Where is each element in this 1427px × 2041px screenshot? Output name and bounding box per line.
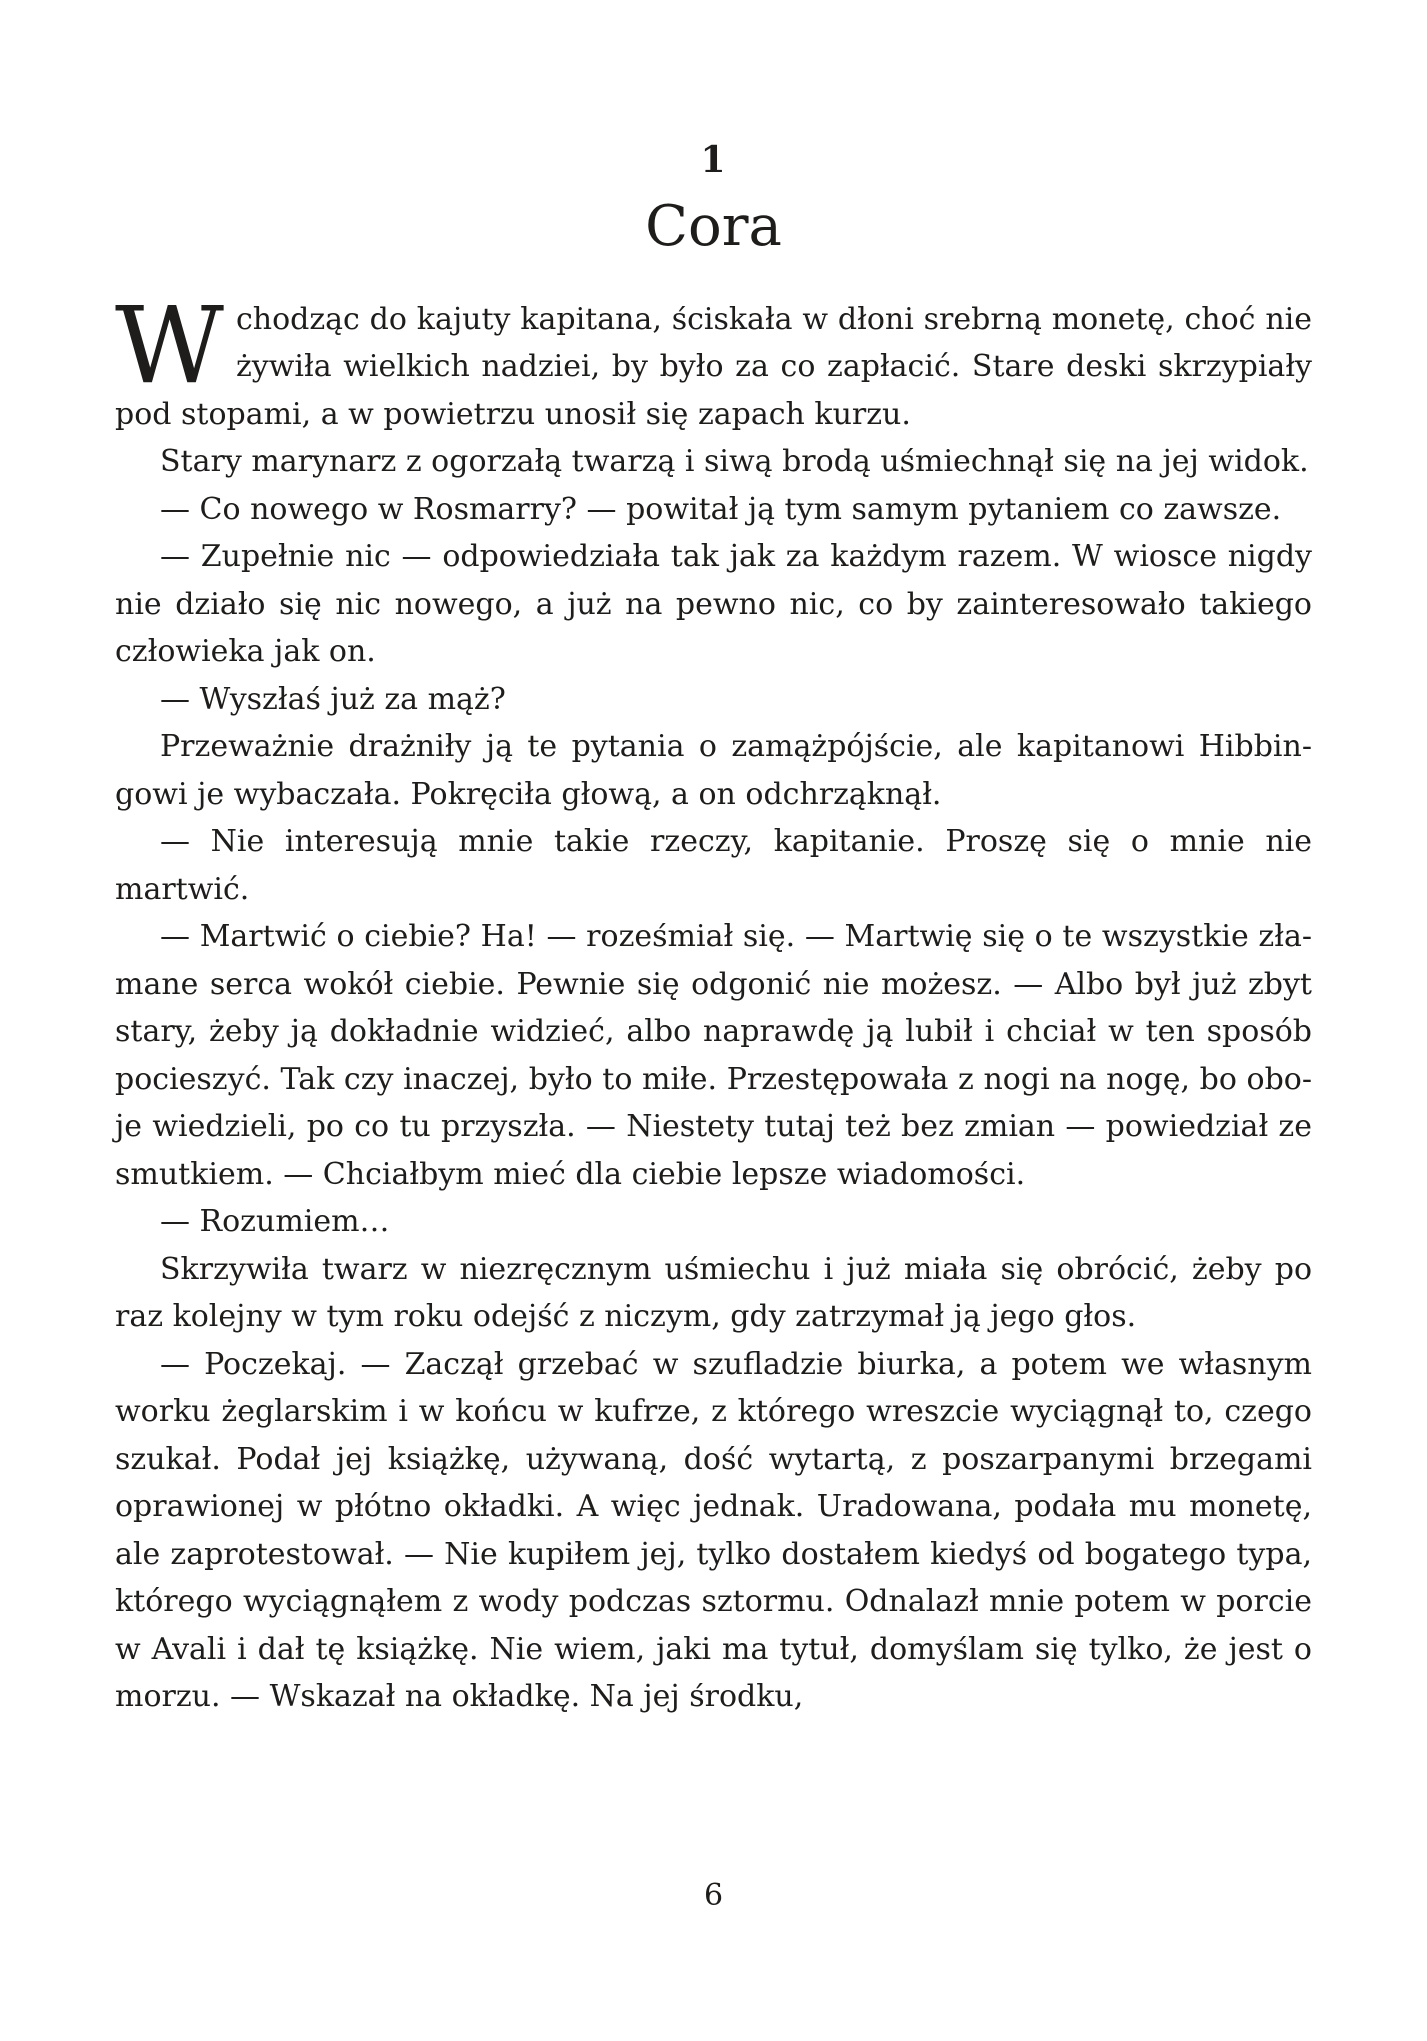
paragraph: — Co nowego w Rosmarry? — powitał ją tym samym pytaniem co zawsze.	[160, 491, 1282, 527]
paragraph: — Martwić o ciebie? Ha! — roześmiał się. — Martwię się o te wszystkie złamane serca wokół ciebie. Pewnie się odgonić nie możesz. — Albo był już zbyt stary, żeby ją dokładnie widzieć, albo naprawdę ją lubił i chciał w ten sposób pocieszyć. Tak czy inaczej, było to miłe. Przestępowała z nogi na nogę, bo oboje wiedzieli, po co tu przyszła. — Niestety tutaj też bez zmian — powiedział ze smutkiem. — Chciałbym mieć dla ciebie lepsze wiadomości.	[115, 919, 1312, 1192]
chapter-body	[115, 283, 1312, 1721]
paragraph: Stary marynarz z ogorzałą twarzą i siwą brodą uśmiechnął się na jej widok.	[160, 444, 1309, 480]
text-column	[115, 0, 1312, 1721]
paragraph: — Rozumiem…	[160, 1204, 390, 1240]
chapter-title: Cora	[645, 194, 782, 259]
page-number: 6	[703, 1878, 724, 1913]
paragraph-text: chodząc do kajuty kapitana, ściskała w dłoni srebrną monetę, choć nie żywiła wielkich nadziei, by było za co zapłacić. Stare deski skrzypiały pod stopami, a w powietrzu unosił się zapach kurzu.	[115, 301, 1312, 432]
paragraph: — Nie interesują mnie takie rzeczy, kapitanie. Proszę się o mnie nie martwić.	[115, 824, 1312, 907]
chapter-number: 1	[700, 139, 727, 181]
paragraph: — Wyszłaś już za mąż?	[160, 681, 506, 717]
paragraph: Przeważnie drażniły ją te pytania o zamążpójście, ale kapitanowi Hibbingowi je wybaczała. Pokręciła głową, a on odchrząknął.	[115, 729, 1312, 812]
paragraph: Skrzywiła twarz w niezręcznym uśmiechu i już miała się obrócić, żeby po raz kolejny w tym roku odejść z niczym, gdy zatrzymał ją jego głos.	[115, 1251, 1312, 1335]
paragraph-opening	[115, 283, 1312, 439]
paragraph: — Poczekaj. — Zaczął grzebać w szufladzie biurka, a potem we własnym worku żeglarskim i w końcu w kufrze, z którego wreszcie wyciągnął to, czego szukał. Podał jej książkę, używaną, dość wytartą, z poszarpanymi brzegami oprawionej w płótno okładki. A więc jednak. Uradowana, podała mu monetę, ale zaprotestował. — Nie kupiłem jej, tylko dostałem kiedyś od bogatego typa, którego wyciągnąłem z wody podczas sztormu. Odnalazł mnie potem w porcie w Avali i dał tę książkę. Nie wiem, jaki ma tytuł, domyślam się tylko, że jest o morzu. — Wskazał na okładkę. Na jej środku,	[115, 1346, 1312, 1715]
paragraph: — Zupełnie nic — odpowiedziała tak jak za każdym razem. W wiosce nigdy nie działo się nic nowego, a już na pewno nic, co by zainteresowało takiego człowieka jak on.	[115, 539, 1312, 670]
drop-cap: W	[115, 283, 224, 407]
